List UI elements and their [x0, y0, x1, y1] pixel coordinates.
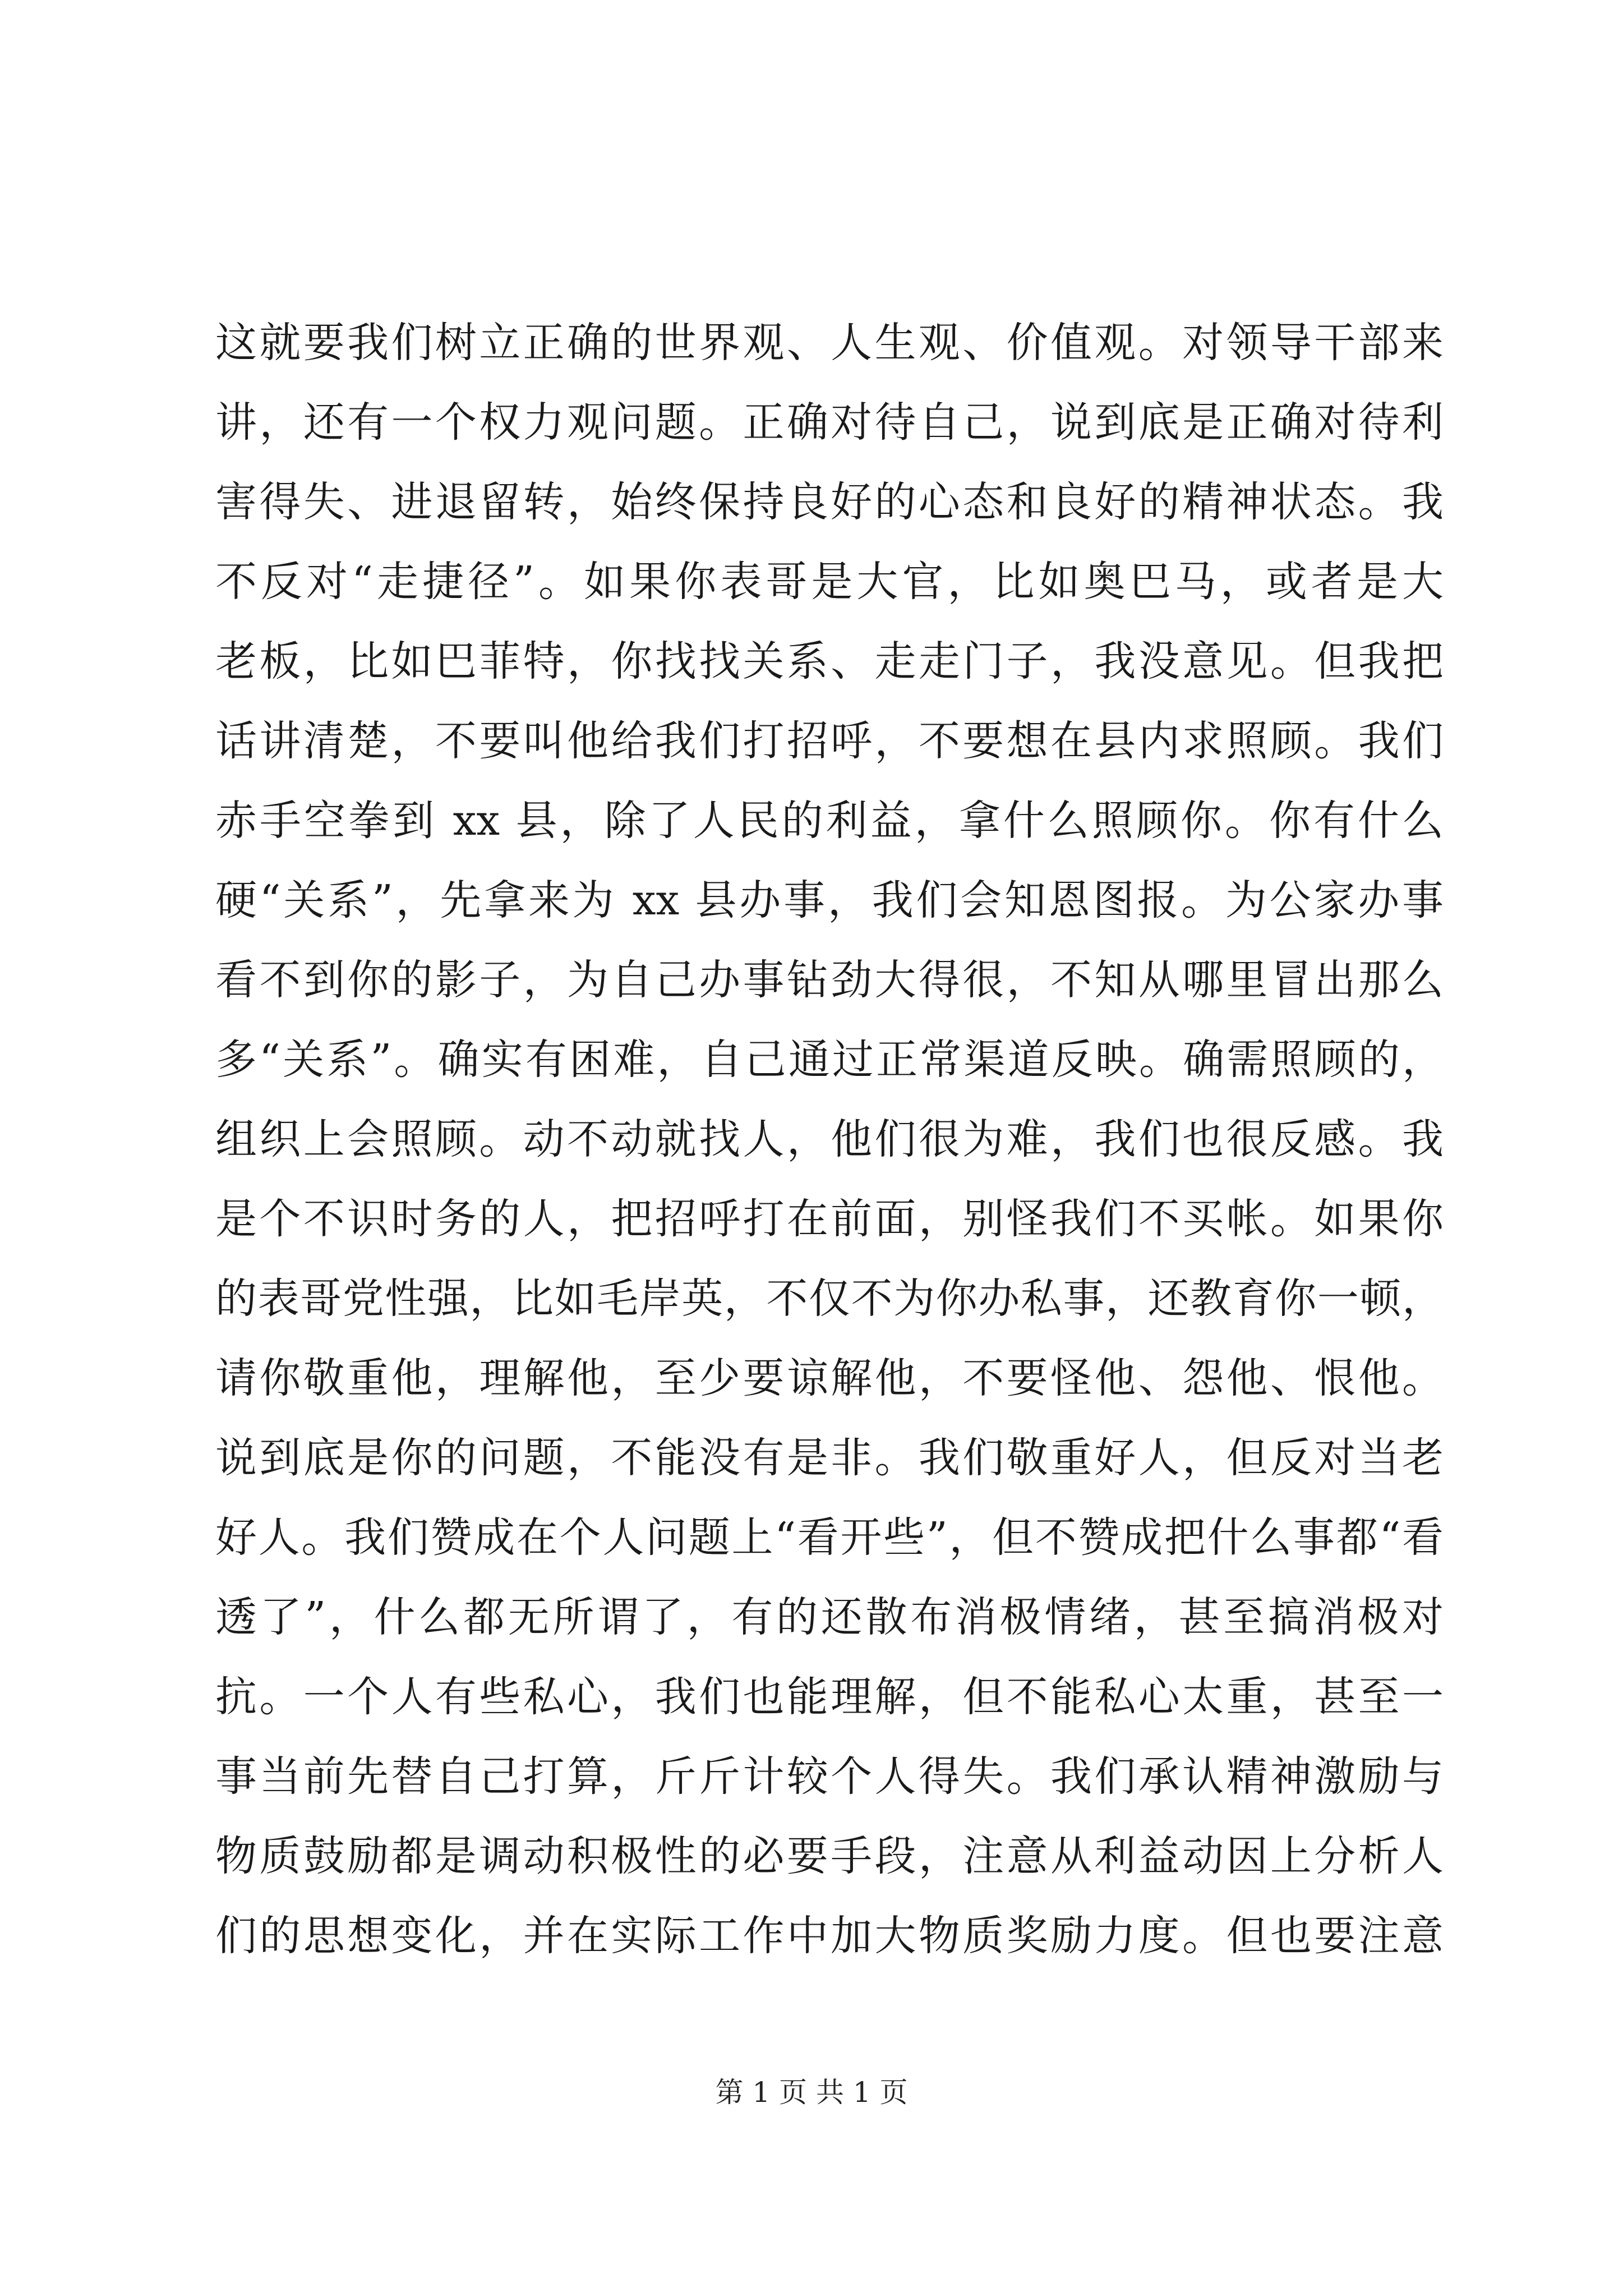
text-line: 组织上会照顾。动不动就找人，他们很为难，我们也很反感。我	[215, 1115, 1444, 1163]
text-line: 硬“关系”，先拿来为 xx 县办事，我们会知恩图报。为公家办事	[215, 876, 1444, 924]
text-line: 赤手空拳到 xx 县，除了人民的利益，拿什么照顾你。你有什么	[215, 797, 1444, 845]
text-line: 物质鼓励都是调动积极性的必要手段，注意从利益动因上分析人	[215, 1832, 1444, 1880]
text-line: 透了”，什么都无所谓了，有的还散布消极情绪，甚至搞消极对	[215, 1593, 1444, 1641]
text-line: 讲，还有一个权力观问题。正确对待自己，说到底是正确对待利	[215, 398, 1444, 447]
text-line: 不反对“走捷径”。如果你表哥是大官，比如奥巴马，或者是大	[215, 558, 1444, 606]
text-line: 这就要我们树立正确的世界观、人生观、价值观。对领导干部来	[215, 319, 1444, 367]
text-line: 好人。我们赞成在个人问题上“看开些”，但不赞成把什么事都“看	[215, 1513, 1444, 1562]
text-line: 话讲清楚，不要叫他给我们打招呼，不要想在县内求照顾。我们	[215, 717, 1444, 765]
text-line: 看不到你的影子，为自己办事钻劲大得很，不知从哪里冒出那么	[215, 956, 1444, 1004]
text-line: 多“关系”。确实有困难，自己通过正常渠道反映。确需照顾的，	[215, 1036, 1444, 1084]
text-line: 抗。一个人有些私心，我们也能理解，但不能私心太重，甚至一	[215, 1673, 1444, 1721]
text-line: 老板，比如巴菲特，你找找关系、走走门子，我没意见。但我把	[215, 637, 1444, 685]
text-line: 是个不识时务的人，把招呼打在前面，别怪我们不买帐。如果你	[215, 1195, 1444, 1243]
text-line: 的表哥党性强，比如毛岸英，不仅不为你办私事，还教育你一顿，	[215, 1274, 1444, 1323]
page-number-footer: 第 1 页 共 1 页	[715, 2076, 908, 2109]
text-line: 事当前先替自己打算，斤斤计较个人得失。我们承认精神激励与	[215, 1752, 1444, 1801]
text-line: 害得失、进退留转，始终保持良好的心态和良好的精神状态。我	[215, 478, 1444, 526]
body-paragraph	[215, 303, 1444, 1976]
text-line: 请你敬重他，理解他，至少要谅解他，不要怪他、怨他、恨他。	[215, 1354, 1444, 1402]
text-line: 们的思想变化，并在实际工作中加大物质奖励力度。但也要注意	[215, 1912, 1444, 1960]
text-line: 说到底是你的问题，不能没有是非。我们敬重好人，但反对当老	[215, 1434, 1444, 1482]
